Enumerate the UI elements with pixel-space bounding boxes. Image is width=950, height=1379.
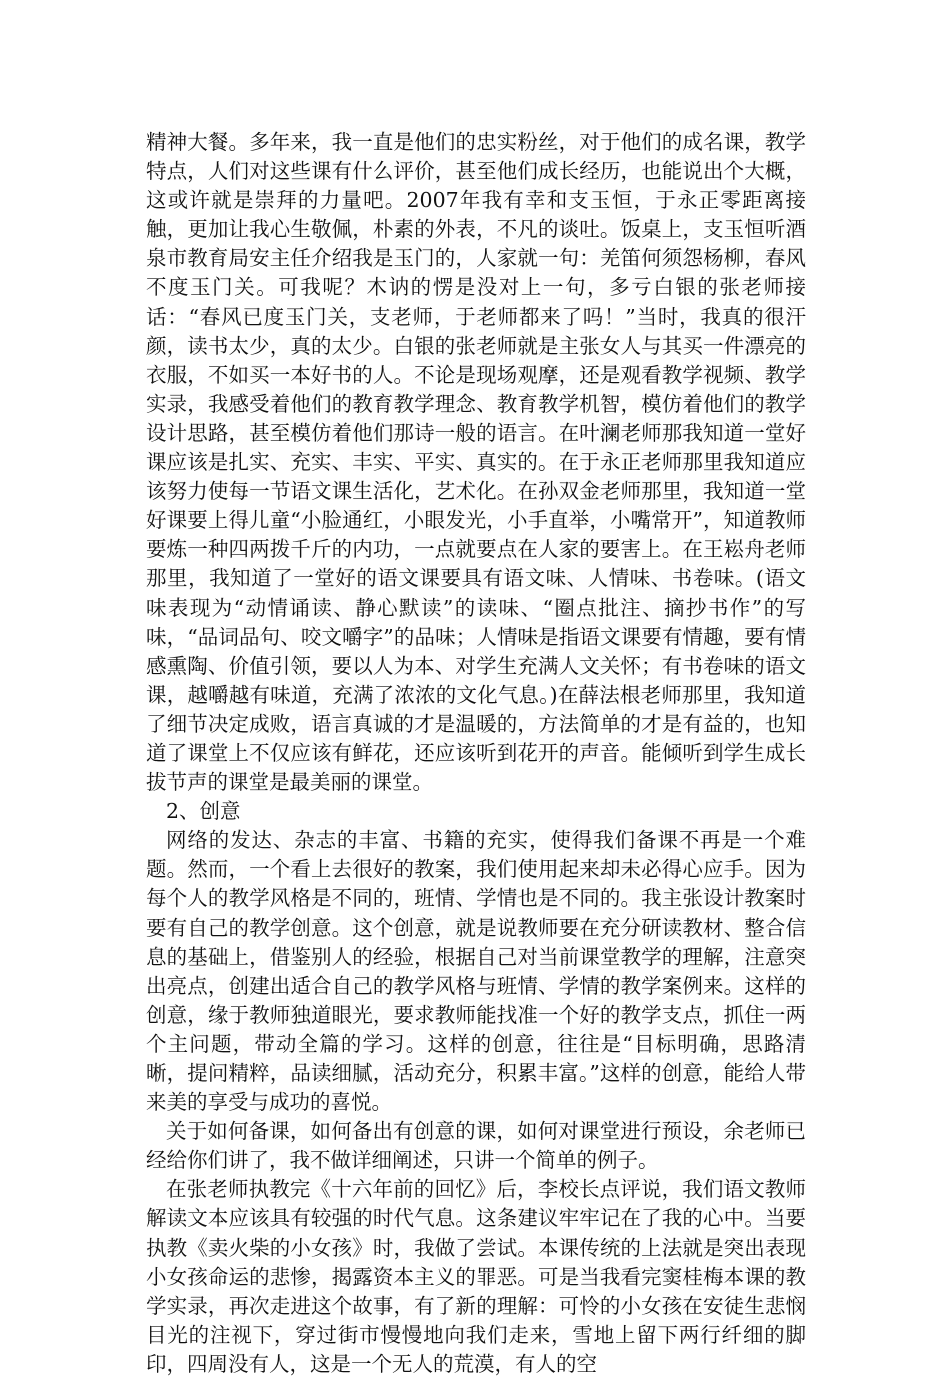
paragraph-lesson-preparation: 关于如何备课，如何备出有创意的课，如何对课堂进行预设，余老师已经给你们讲了，我不做详细阐述，只讲一个简单的例子。 — [146, 1119, 806, 1173]
paragraph-match-girl-example: 在张老师执教完《十六年前的回忆》后，李校长点评说，我们语文教师解读文本应该具有较强的时代气息。这条建议牢牢记在了我的心中。当要执教《卖火柴的小女孩》时，我做了尝试。本课传统的上法就是突出表现小女孩命运的悲惨，揭露资本主义的罪恶。可是当我看完窦桂梅本课的教学实录，再次走进这个故事，有了新的理解：可怜的小女孩在安徒生悲悯目光的注视下，穿过街市慢慢地向我们走来，雪地上留下两行纤细的脚印，四周没有人，这是一个无人的荒漠，有人的空 — [146, 1177, 806, 1376]
paragraph-lesson-creativity: 网络的发达、杂志的丰富、书籍的充实，使得我们备课不再是一个难题。然而，一个看上去很好的教案，我们使用起来却未必得心应手。因为每个人的教学风格是不同的，班情、学情也是不同的。我主张设计教案时要有自己的教学创意。这个创意，就是说教师要在充分研读教材、整合信息的基础上，借鉴别人的经验，根据自己对当前课堂教学的理解，注意突出亮点，创建出适合自己的教学风格与班情、学情的教学案例来。这样的创意，缘于教师独道眼光，要求教师能找准一个好的教学支点，抓住一两个主问题，带动全篇的学习。这样的创意，往往是“目标明确，思路清晰，提问精粹，品读细腻，活动充分，积累丰富。”这样的创意，能给人带来美的享受与成功的喜悦。 — [146, 828, 806, 1115]
section-heading-creativity: 2、创意 — [166, 799, 241, 824]
document-body — [146, 128, 806, 1379]
paragraph-famous-teachers: 精神大餐。多年来，我一直是他们的忠实粉丝，对于他们的成名课，教学特点，人们对这些课有什么评价，甚至他们成长经历，也能说出个大概，这或许就是崇拜的力量吧。2007年我有幸和支玉恒，于永正零距离接触，更加让我心生敬佩，朴素的外表，不凡的谈吐。饭桌上，支玉恒听酒泉市教育局安主任介绍我是玉门的，人家就一句：羌笛何须怨杨柳，春风不度玉门关。可我呢？木讷的愣是没对上一句，多亏白银的张老师接话：“春风已度玉门关，支老师，于老师都来了吗！”当时，我真的很汗颜，读书太少，真的太少。白银的张老师就是主张女人与其买一件漂亮的衣服，不如买一本好书的人。不论是现场观摩，还是观看教学视频、教学实录，我感受着他们的教育教学理念、教育教学机智，模仿着他们的教学设计思路，甚至模仿着他们那诗一般的语言。在叶澜老师那我知道一堂好课应该是扎实、充实、丰实、平实、真实的。在于永正老师那里我知道应该努力使每一节语文课生活化，艺术化。在孙双金老师那里，我知道一堂好课要上得儿童“小脸通红，小眼发光，小手直举，小嘴常开”，知道教师要炼一种四两拨千斤的内功，一点就要点在人家的要害上。在王崧舟老师那里，我知道了一堂好的语文课要具有语文味、人情味、书卷味。(语文味表现为“动情诵读、静心默读”的读味、“圈点批注、摘抄书作”的写味，“品词品句、咬文嚼字”的品味；人情味是指语文课要有情趣，要有情感熏陶、价值引领，要以人为本、对学生充满人文关怀；有书卷味的语文课，越嚼越有味道，充满了浓浓的文化气息。)在薛法根老师那里，我知道了细节决定成败，语言真诚的才是温暖的，方法简单的才是有益的，也知道了课堂上不仅应该有鲜花，还应该听到花开的声音。能倾听到学生成长拔节声的课堂是最美丽的课堂。 — [146, 130, 806, 795]
